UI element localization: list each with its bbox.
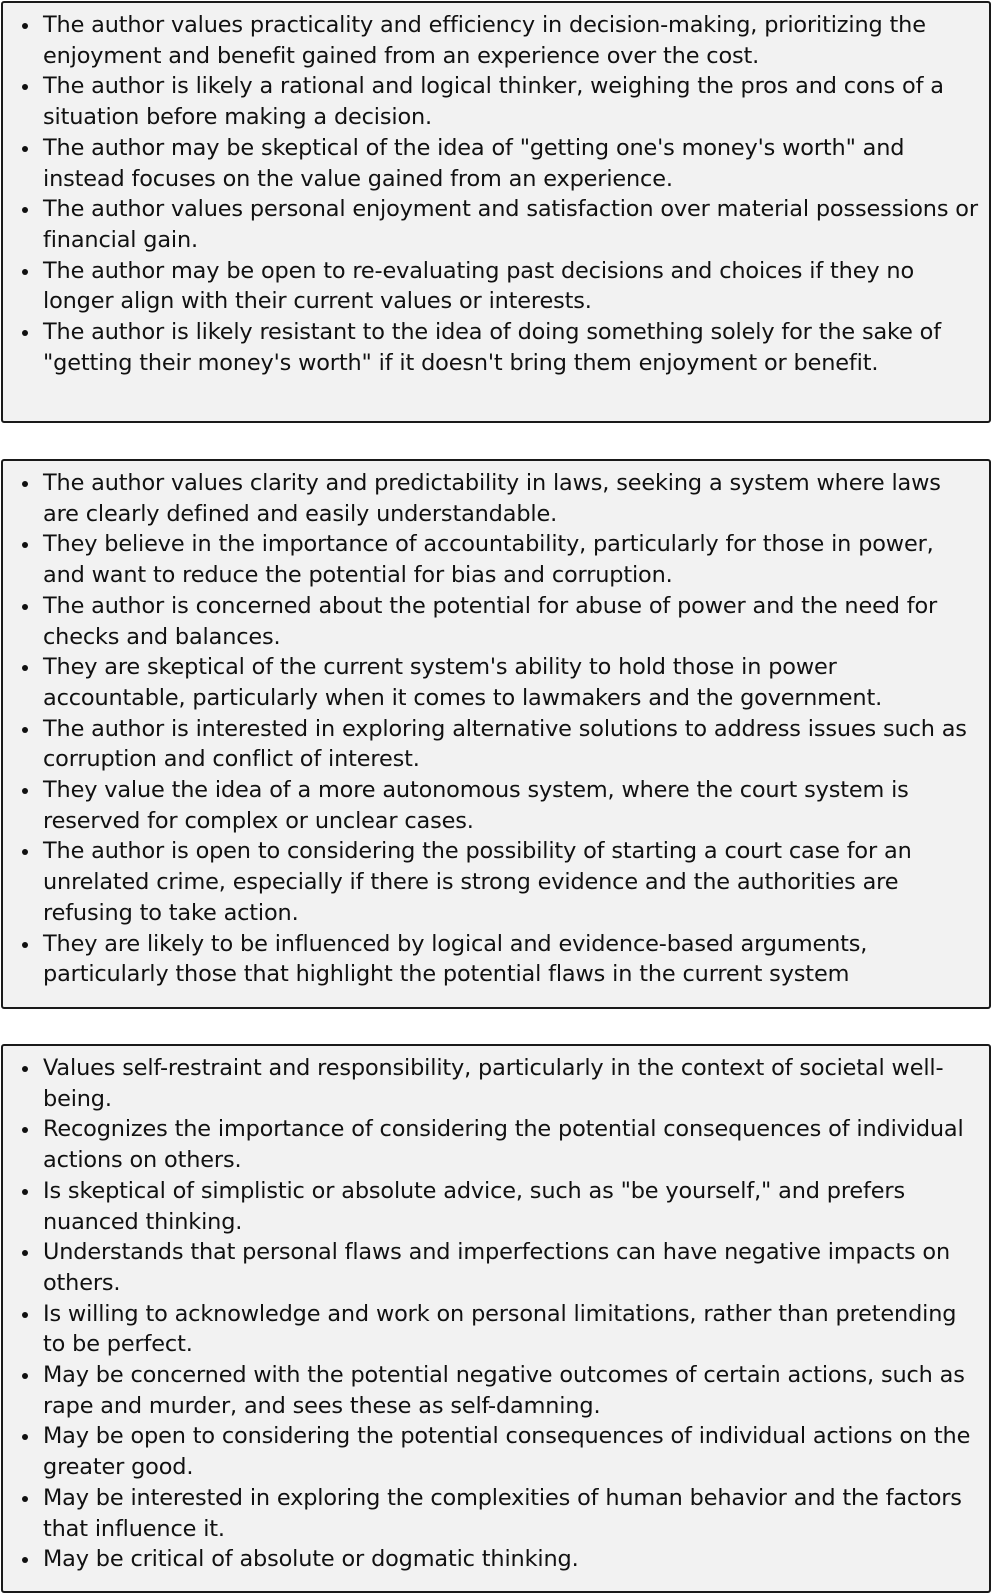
list-item: Is skeptical of simplistic or absolute advice, such as "be yourself," and prefers nuanced thinking. (43, 1176, 979, 1237)
list-item: They value the idea of a more autonomous system, where the court system is reserved for complex or unclear cases. (43, 775, 979, 836)
bullet-list (3, 468, 979, 990)
list-item: Values self-restraint and responsibility, particularly in the context of societal well-being. (43, 1053, 979, 1114)
list-item: The author values practicality and efficiency in decision-making, prioritizing the enjoyment and benefit gained from an experience over the cost. (43, 10, 979, 71)
list-item: The author is interested in exploring alternative solutions to address issues such as corruption and conflict of interest. (43, 714, 979, 775)
list-item: They are likely to be influenced by logical and evidence-based arguments, particularly those that highlight the potential flaws in the current system (43, 929, 979, 990)
list-item: The author is open to considering the possibility of starting a court case for an unrelated crime, especially if there is strong evidence and the authorities are refusing to take action. (43, 836, 979, 928)
list-item: The author may be skeptical of the idea of "getting one's money's worth" and instead focuses on the value gained from an experience. (43, 133, 979, 194)
list-item: Understands that personal flaws and imperfections can have negative impacts on others. (43, 1237, 979, 1298)
summary-card-3 (1, 1044, 991, 1593)
list-item: They believe in the importance of accountability, particularly for those in power, and want to reduce the potential for bias and corruption. (43, 529, 979, 590)
list-item: The author may be open to re-evaluating past decisions and choices if they no longer align with their current values or interests. (43, 256, 979, 317)
list-item: May be critical of absolute or dogmatic thinking. (43, 1544, 979, 1575)
summary-card-2 (1, 459, 991, 1009)
list-item: Is willing to acknowledge and work on personal limitations, rather than pretending to be perfect. (43, 1299, 979, 1360)
summary-card-1 (1, 1, 991, 423)
list-item: May be interested in exploring the complexities of human behavior and the factors that influence it. (43, 1483, 979, 1544)
list-item: May be open to considering the potential consequences of individual actions on the greater good. (43, 1421, 979, 1482)
bullet-list (3, 1053, 979, 1575)
list-item: The author is concerned about the potential for abuse of power and the need for checks and balances. (43, 591, 979, 652)
list-item: Recognizes the importance of considering the potential consequences of individual actions on others. (43, 1114, 979, 1175)
list-item: The author values clarity and predictability in laws, seeking a system where laws are clearly defined and easily understandable. (43, 468, 979, 529)
list-item: The author is likely resistant to the idea of doing something solely for the sake of "getting their money's worth" if it doesn't bring them enjoyment or benefit. (43, 317, 979, 378)
list-item: May be concerned with the potential negative outcomes of certain actions, such as rape and murder, and sees these as self-damning. (43, 1360, 979, 1421)
list-item: They are skeptical of the current system's ability to hold those in power accountable, particularly when it comes to lawmakers and the government. (43, 652, 979, 713)
bullet-list (3, 10, 979, 378)
list-item: The author values personal enjoyment and satisfaction over material possessions or financial gain. (43, 194, 979, 255)
list-item: The author is likely a rational and logical thinker, weighing the pros and cons of a situation before making a decision. (43, 71, 979, 132)
